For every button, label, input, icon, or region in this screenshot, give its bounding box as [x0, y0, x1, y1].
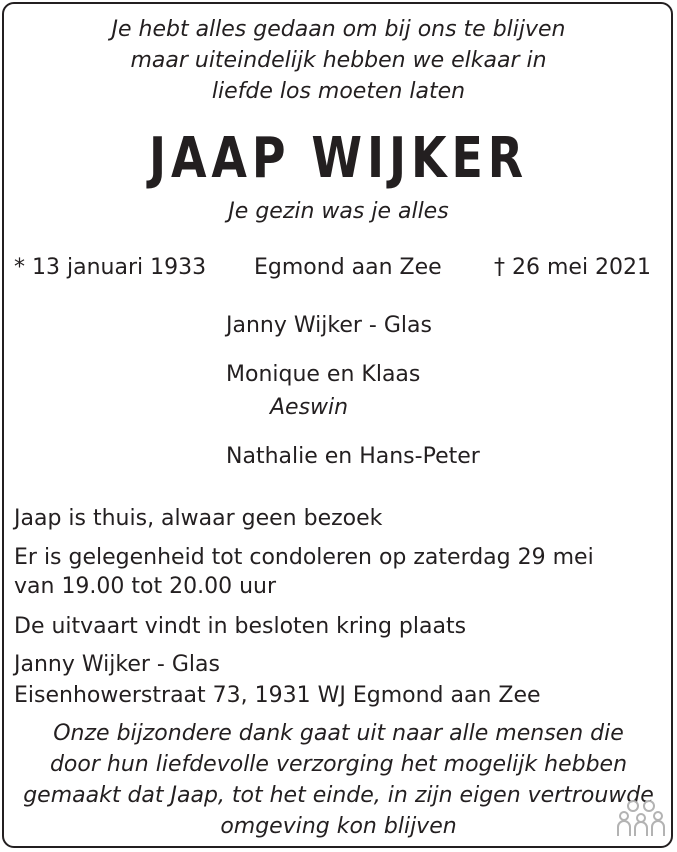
thanks-line-2: door hun liefdevolle verzorging het mogelijk hebben	[49, 752, 628, 777]
grandchild-1: Aeswin	[270, 395, 349, 420]
notice-condolence-1: Er is gelegenheid tot condoleren op zaterdag 29 mei	[14, 545, 594, 570]
place: Egmond aan Zee	[254, 255, 442, 280]
child-1: Monique en Klaas	[226, 362, 421, 387]
notice-condolence-2: van 19.00 tot 20.00 uur	[14, 574, 277, 599]
tagline: Je gezin was je alles	[228, 199, 449, 224]
thanks-line-1: Onze bijzondere dank gaat uit naar alle mensen die	[53, 721, 624, 746]
notice-funeral: De uitvaart vindt in besloten kring plaats	[14, 614, 467, 639]
address-name: Janny Wijker - Glas	[14, 652, 220, 677]
child-2: Nathalie en Hans-Peter	[226, 444, 480, 469]
death-date: † 26 mei 2021	[494, 255, 652, 280]
spouse-name: Janny Wijker - Glas	[226, 313, 432, 338]
deceased-name: JAAP WIJKER	[148, 126, 529, 191]
thanks-line-4: omgeving kon blijven	[220, 814, 457, 839]
poem-line-2: maar uiteindelijk hebben we elkaar in	[130, 48, 547, 73]
notice-home: Jaap is thuis, alwaar geen bezoek	[14, 506, 383, 531]
thanks-line-3: gemaakt dat Jaap, tot het einde, in zijn eigen vertrouwde	[23, 783, 654, 808]
poem-line-3: liefde los moeten laten	[211, 79, 466, 104]
birth-date: * 13 januari 1933	[14, 255, 207, 280]
poem-line-1: Je hebt alles gedaan om bij ons te blijven	[111, 17, 566, 42]
family-people-logo-icon	[616, 798, 666, 838]
address-street: Eisenhowerstraat 73, 1931 WJ Egmond aan Zee	[14, 683, 541, 708]
